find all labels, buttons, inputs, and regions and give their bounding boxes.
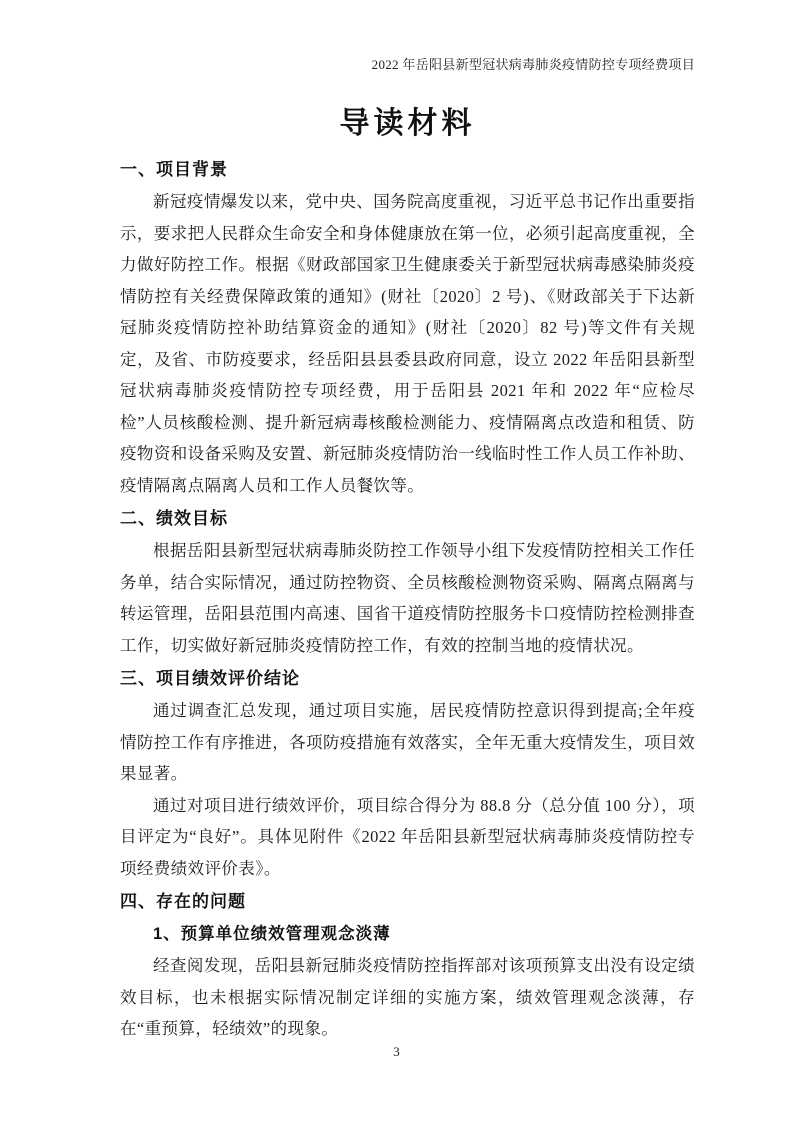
section-heading: 一、项目背景 (120, 160, 228, 179)
paragraph: 经查阅发现，岳阳县新冠肺炎疫情防控指挥部对该项预算支出没有设定绩效目标，也未根据实际情况制定详细的实施方案，绩效管理观念淡薄，存在“重预算，轻绩效”的现象。 (120, 956, 695, 1038)
section-evaluation-conclusion (120, 663, 695, 884)
sub-heading: 1、预算单位绩效管理观念淡薄 (153, 925, 391, 943)
paragraph: 通过对项目进行绩效评价，项目综合得分为 88.8 分（总分值 100 分），项目评定为“良好”。具体见附件《2022 年岳阳县新型冠状病毒肺炎疫情防控专项经费绩效评价表》。 (120, 795, 695, 878)
running-header: 2022 年岳阳县新型冠状病毒肺炎疫情防控专项经费项目 (371, 57, 695, 72)
section-heading: 四、存在的问题 (120, 892, 246, 911)
section-heading: 二、绩效目标 (120, 509, 228, 528)
section-project-background (120, 154, 695, 501)
section-performance-goals (120, 503, 695, 661)
page-number: 3 (393, 1044, 400, 1059)
paragraph: 通过调查汇总发现，通过项目实施，居民疫情防控意识得到提高;全年疫情防控工作有序推进，各项防疫措施有效落实，全年无重大疫情发生，项目效果显著。 (120, 701, 695, 783)
section-existing-problems (120, 886, 695, 1045)
paragraph: 根据岳阳县新型冠状病毒肺炎防控工作领导小组下发疫情防控相关工作任务单，结合实际情况，通过防控物资、全员核酸检测物资采购、隔离点隔离与转运管理，岳阳县范围内高速、国省干道疫情防控服务卡口疫情防控检测排查工作，切实做好新冠肺炎疫情防控工作，有效的控制当地的疫情状况。 (120, 541, 695, 655)
section-heading: 三、项目绩效评价结论 (120, 669, 300, 688)
document-title: 导读材料 (339, 107, 476, 140)
paragraph: 新冠疫情爆发以来，党中央、国务院高度重视，习近平总书记作出重要指示，要求把人民群众生命安全和身体健康放在第一位，必须引起高度重视，全力做好防控工作。根据《财政部国家卫生健康委关于新型冠状病毒感染肺炎疫情防控有关经费保障政策的通知》(财社〔2020〕2 号)、《财政部关于下达新冠肺炎疫情防控补助结算资金的通知》(财社〔2020〕82 号)等文件有关规定，及省、市防疫要求，经岳阳县县委县政府同意，设立 2022 年岳阳县新型冠状病毒肺炎疫情防控专项经费，用于岳阳县 2021 年和 2022 年“应检尽检”人员核酸检测、提升新冠病毒核酸检测能力、疫情隔离点改造和租赁、防疫物资和设备采购及安置、新冠肺炎疫情防治一线临时性工作人员工作补助、疫情隔离点隔离人员和工作人员餐饮等。 (120, 192, 695, 495)
